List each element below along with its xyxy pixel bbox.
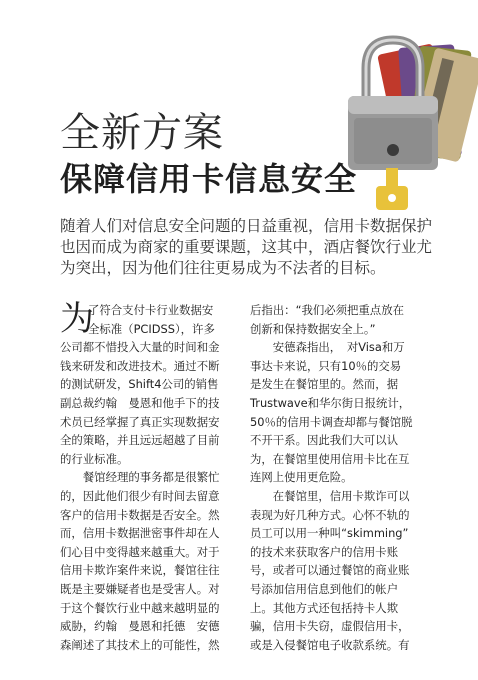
body-line: 连网上使用更危险。 — [250, 470, 353, 485]
article-column-right — [250, 301, 426, 654]
body-line: 威胁，约翰 曼恩和托德 安德 — [60, 619, 220, 634]
body-line: 了符合支付卡行业数据安 — [88, 303, 214, 317]
body-line: 骗，信用卡失窃，虚假信用卡， — [250, 619, 410, 634]
lead-line: 随着人们对信息安全问题的日益重视，信用卡数据保护 — [60, 217, 433, 235]
body-line: 森阐述了其技术上的可能性，然 — [60, 637, 220, 652]
body-line: 或是入侵餐馆电子收款系统。有 — [250, 637, 410, 652]
body-line: 是发生在餐馆里的。然而，据 — [250, 377, 399, 392]
body-line: 餐馆经理的事务都是很繁忙 — [60, 470, 220, 485]
body-line: 号添加信用信息到他们的帐户 — [250, 581, 399, 596]
body-line: 表现为好几种方式。心怀不轨的 — [250, 507, 410, 522]
body-line: 员工可以用一种叫“skimming” — [250, 526, 409, 541]
page-title: 全新方案 — [60, 110, 224, 156]
key-icon — [376, 168, 408, 210]
body-line: 在餐馆里，信用卡欺诈可以 — [250, 488, 410, 503]
article-column-left — [60, 301, 236, 654]
body-line: 为，在餐馆里使用信用卡比在互 — [250, 451, 410, 466]
lead-line: 也因而成为商家的重要课题，这其中，酒店餐饮行业尤 — [60, 238, 433, 256]
body-line: 于这个餐饮行业中越来越明显的 — [60, 600, 220, 615]
body-line: 上。其他方式还包括持卡人欺 — [250, 600, 399, 615]
page-subtitle: 保障信用卡信息安全 — [60, 160, 358, 198]
body-line: 后指出：“我们必须把重点放在 — [250, 303, 404, 317]
body-line: 不开干系。因此我们大可以认 — [250, 433, 399, 448]
body-line: 安德森指出， 对Visa和万 — [250, 340, 405, 355]
body-line: Trustwave和华尔街日报统计， — [250, 395, 411, 410]
body-line: 50％的信用卡调查却都与餐馆脱 — [250, 414, 413, 429]
body-line: 全的策略，并且远远超越了目前 — [60, 433, 220, 448]
body-line: 号，或者可以通过餐馆的商业账 — [250, 563, 410, 578]
lead-line: 为突出，因为他们往往更易成为不法者的目标。 — [60, 259, 386, 277]
body-line: 信用卡欺诈案件来说，餐馆往往 — [60, 563, 220, 578]
body-line: 公司都不惜投入大量的时间和金 — [60, 340, 220, 355]
lead-paragraph — [60, 216, 432, 279]
body-line: 的，因此他们很少有时间去留意 — [60, 488, 220, 503]
body-line: 钱来研发和改进技术。通过不断 — [60, 358, 220, 373]
body-line: 而，信用卡数据泄密事件却在人 — [60, 526, 220, 541]
body-line: 事达卡来说，只有10％的交易 — [250, 358, 402, 373]
body-line: 创新和保持数据安全上。” — [250, 321, 376, 336]
body-line: 的技术来获取客户的信用卡账 — [250, 544, 399, 559]
body-line: 们心目中变得越来越重大。对于 — [60, 544, 220, 559]
body-line: 的行业标准。 — [60, 451, 129, 466]
body-line: 术员已经掌握了真正实现数据安 — [60, 414, 220, 429]
body-line: 客户的信用卡数据是否安全。然 — [60, 507, 220, 522]
drop-cap: 为 — [60, 299, 94, 339]
body-line: 的测试研发，Shift4公司的销售 — [60, 377, 219, 392]
body-line: 既是主要嫌疑者也是受害人。对 — [60, 581, 220, 596]
body-line: 副总裁约翰 曼恩和他手下的技 — [60, 395, 220, 410]
body-line: 全标准（PCIDSS），许多 — [88, 321, 215, 336]
